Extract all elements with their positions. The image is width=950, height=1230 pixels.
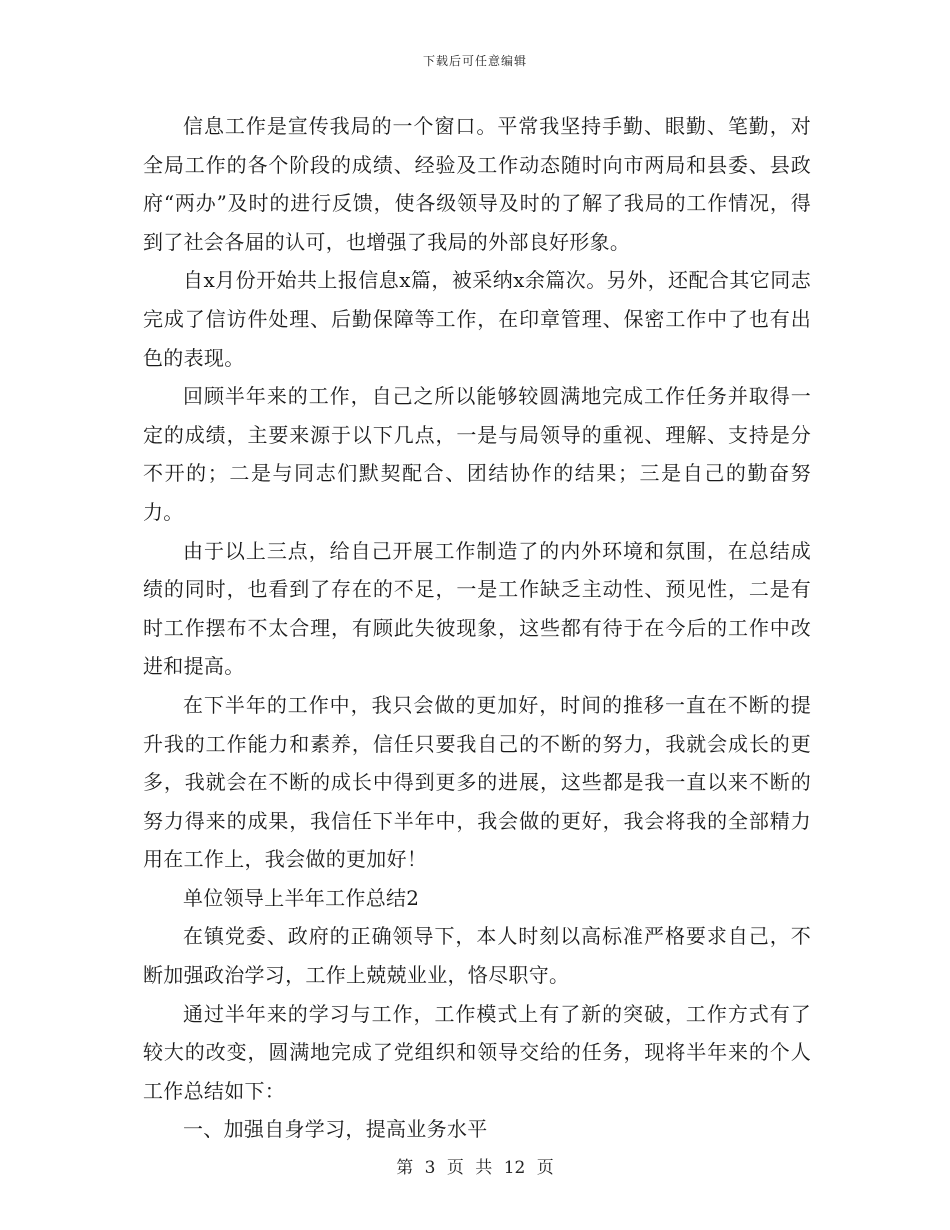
paragraph: 自x月份开始共上报信息x篇，被采纳x余篇次。另外，还配合其它同志完成了信访件处理、后勤保障等工作，在印章管理、保密工作中了也有出色的表现。 bbox=[143, 268, 811, 370]
section-heading: 单位领导上半年工作总结2 bbox=[183, 885, 420, 910]
paragraph: 由于以上三点，给自己开展工作制造了的内外环境和氛围，在总结成绩的同时，也看到了存在的不足，一是工作缺乏主动性、预见性，二是有时工作摆布不太合理，有顾此失彼现象，这些都有待于在今后的工作中改进和提高。 bbox=[143, 538, 811, 679]
subsection-heading: 一、加强自身学习，提高业务水平 bbox=[183, 1117, 488, 1142]
paragraph: 在镇党委、政府的正确领导下，本人时刻以高标准严格要求自己，不断加强政治学习，工作上兢兢业业，恪尽职守。 bbox=[143, 924, 811, 988]
paragraph: 通过半年来的学习与工作，工作模式上有了新的突破，工作方式有了较大的改变，圆满地完成了党组织和领导交给的任务，现将半年来的个人工作总结如下： bbox=[143, 1001, 811, 1103]
paragraph: 信息工作是宣传我局的一个窗口。平常我坚持手勤、眼勤、笔勤，对全局工作的各个阶段的成绩、经验及工作动态随时向市两局和县委、县政府“两办”及时的进行反馈，使各级领导及时的了解了我局的工作情况，得到了社会各届的认可，也增强了我局的外部良好形象。 bbox=[143, 114, 811, 254]
paragraph: 回顾半年来的工作，自己之所以能够较圆满地完成工作任务并取得一定的成绩，主要来源于以下几点，一是与局领导的重视、理解、支持是分不开的；二是与同志们默契配合、团结协作的结果；三是自己的勤奋努力。 bbox=[143, 384, 811, 524]
page-number: 第 3 页 共 12 页 bbox=[396, 1158, 554, 1178]
paragraph: 在下半年的工作中，我只会做的更加好，时间的推移一直在不断的提升我的工作能力和素养，信任只要我自己的不断的努力，我就会成长的更多，我就会在不断的成长中得到更多的进展，这些都是我一直以来不断的努力得来的成果，我信任下半年中，我会做的更好，我会将我的全部精力用在工作上，我会做的更加好！ bbox=[143, 692, 811, 872]
page-header-note: 下载后可任意编辑 bbox=[422, 54, 527, 68]
document-body bbox=[143, 107, 811, 1149]
